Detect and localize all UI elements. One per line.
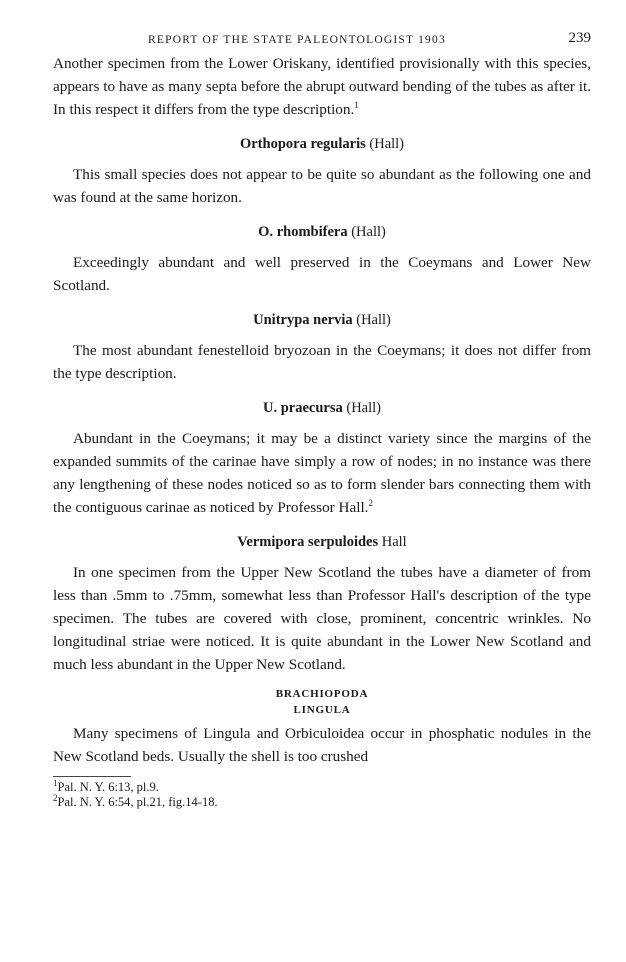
- species-text: Abundant in the Coeymans; it may be a distinct variety since the margins of the expanded summits of the carinae have simply a row of nodes; in no instance was there any lengthening of these nodes noticed so as to form slender bars connecting them with the contiguous carinae as noticed by Professor Hall.: [53, 430, 591, 516]
- book-page: [53, 28, 591, 810]
- species-author: (Hall): [369, 136, 405, 152]
- running-title: REPORT OF THE STATE PALEONTOLOGIST 1903: [148, 34, 446, 46]
- genus-heading: LINGULA: [293, 704, 351, 716]
- page-number: 239: [568, 30, 591, 46]
- species-heading: [53, 310, 591, 330]
- species-author: (Hall): [356, 312, 391, 328]
- species-name: U. praecursa: [263, 400, 343, 416]
- intro-text: Another specimen from the Lower Oriskany, identified provisionally with this species, appears to have as many septa before the abrupt outward bending of the tubes as after it. In this respect it differs from the type description.: [53, 55, 591, 118]
- footnote-text: Pal. N. Y. 6:13, pl.9.: [57, 780, 159, 794]
- footnote-ref-1: 1: [354, 99, 359, 110]
- intro-paragraph: [53, 52, 591, 121]
- footnote-text: Pal. N. Y. 6:54, pl.21, fig.14-18.: [57, 795, 218, 809]
- species-author: Hall: [381, 534, 407, 550]
- species-description: [53, 427, 591, 519]
- species-name: Unitrypa nervia: [253, 312, 353, 328]
- footnote-ref-2: 2: [368, 497, 373, 508]
- footnote-divider: [53, 776, 131, 777]
- species-heading: [53, 134, 591, 154]
- footnote-mark: 2: [53, 792, 58, 803]
- species-author: (Hall): [346, 400, 381, 416]
- species-description: The most abundant fenestelloid bryozoan in the Coeymans; it does not differ from the type description.: [53, 342, 591, 382]
- species-heading: [53, 222, 591, 242]
- footnote: [53, 777, 591, 795]
- footnote-mark: 1: [53, 777, 58, 788]
- species-heading: [53, 398, 591, 418]
- species-heading: [53, 532, 591, 552]
- species-description: Exceedingly abundant and well preserved in the Coeymans and Lower New Scotland.: [53, 254, 591, 294]
- class-heading: BRACHIOPODA: [275, 688, 369, 700]
- species-name: Vermipora serpuloides: [237, 534, 379, 550]
- species-description: In one specimen from the Upper New Scotland the tubes have a diameter of from less than .5mm to .75mm, somewhat less than Professor Hall's description of the type specimen. The tubes are covered with close, prominent, concentric wrinkles. No longitudinal striae were noticed. It is quite abundant in the Lower New Scotland and much less abundant in the Upper New Scotland.: [53, 564, 591, 673]
- species-name: Orthopora regularis: [239, 136, 366, 152]
- species-author: (Hall): [351, 224, 386, 240]
- footnote: [53, 792, 591, 810]
- species-description: This small species does not appear to be quite so abundant as the following one and was found at the same horizon.: [53, 166, 591, 206]
- group-description: Many specimens of Lingula and Orbiculoidea occur in phosphatic nodules in the New Scotland beds. Usually the shell is too crushed: [53, 725, 591, 765]
- species-name: O. rhombifera: [258, 224, 348, 240]
- running-head: [53, 28, 591, 52]
